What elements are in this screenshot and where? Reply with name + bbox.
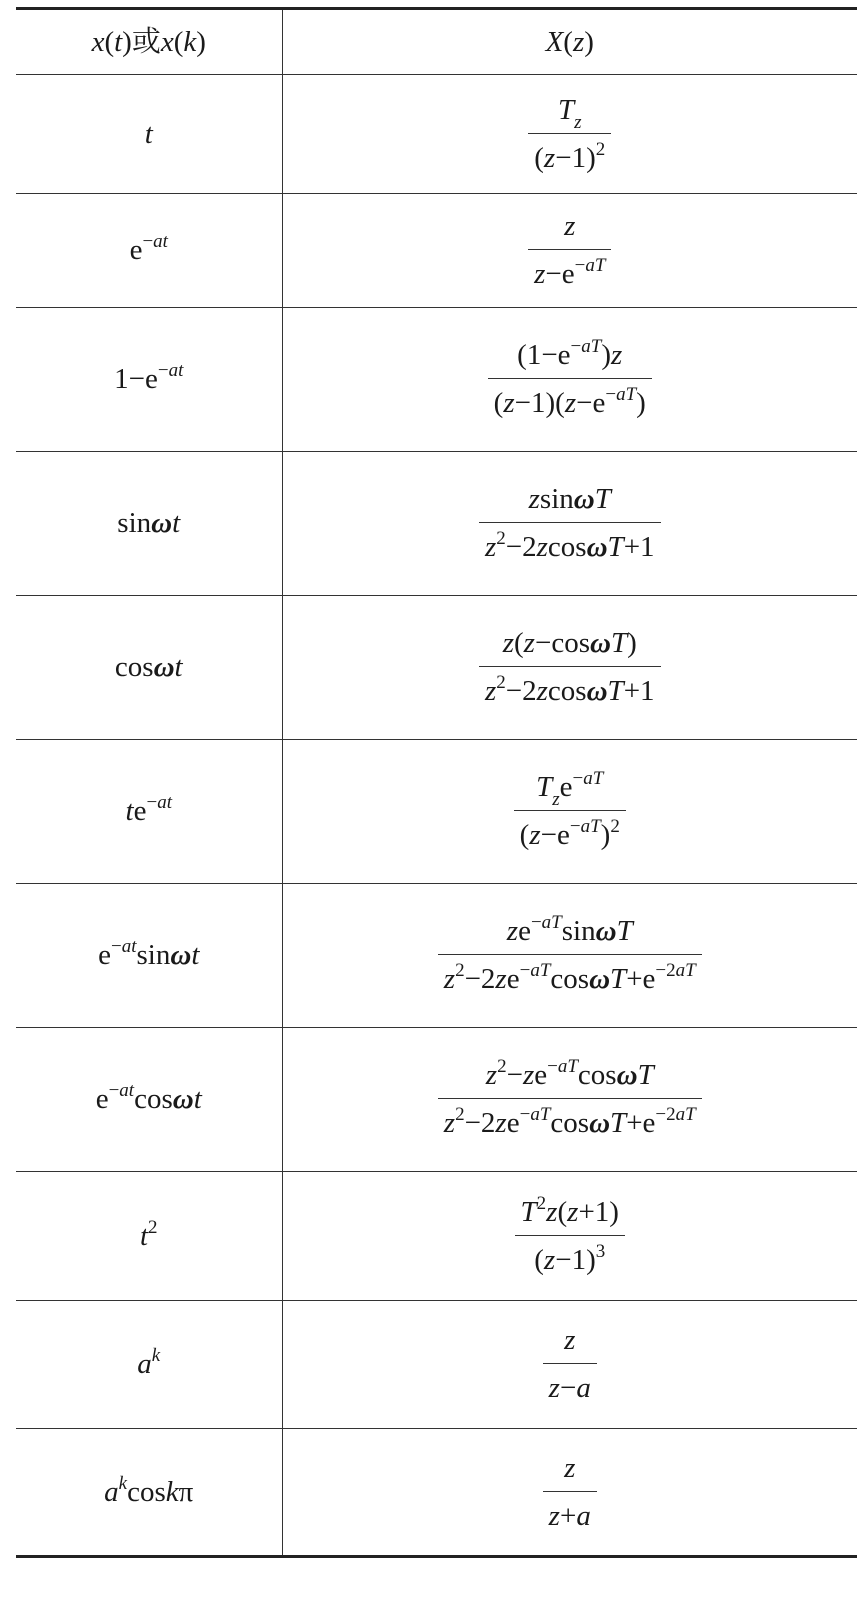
table-row bbox=[16, 596, 857, 740]
denominator: $z^2-2ze^{-aT}\cos\omega T+e^{-2aT}$ bbox=[443, 1104, 696, 1139]
denominator: $(z-1)^3$ bbox=[534, 1240, 606, 1276]
z-transform-fraction bbox=[528, 212, 611, 289]
denominator: $(z-e^{-aT})^2$ bbox=[519, 816, 620, 851]
table-row bbox=[16, 1028, 857, 1172]
numerator: $T^2z(z+1)$ bbox=[515, 1198, 625, 1236]
numerator: $(1-e^{-aT})z$ bbox=[488, 341, 652, 379]
header-z-transform: X(z) bbox=[282, 9, 857, 75]
denominator: $(z-1)(z-e^{-aT})$ bbox=[493, 384, 646, 419]
numerator: $ze^{-aT}\sin\omega T$ bbox=[438, 917, 702, 955]
z-transform-fraction bbox=[438, 912, 702, 995]
table-row bbox=[16, 1172, 857, 1301]
header-row bbox=[16, 9, 857, 75]
denominator: $(z-1)^2$ bbox=[534, 138, 606, 174]
z-transform-table bbox=[16, 7, 857, 1558]
numerator: z bbox=[528, 212, 611, 250]
time-function: cosωt bbox=[16, 596, 282, 740]
denominator: z−a bbox=[548, 1372, 591, 1404]
time-function: $a^k$ bbox=[16, 1301, 282, 1429]
time-function: $te^{-at}$ bbox=[16, 740, 282, 884]
z-transform-fraction bbox=[528, 93, 611, 174]
time-function: $1-e^{-at}$ bbox=[16, 308, 282, 452]
z-transform-fraction bbox=[438, 1056, 702, 1139]
numerator: z bbox=[543, 1326, 597, 1364]
denominator: $z^2-2ze^{-aT}\cos\omega T+e^{-2aT}$ bbox=[443, 960, 696, 995]
z-transform-fraction bbox=[488, 336, 652, 419]
table-row bbox=[16, 452, 857, 596]
denominator: $z^2-2zcos\omega T+1$ bbox=[484, 672, 655, 707]
z-transform-fraction bbox=[543, 1451, 597, 1532]
z-transform-fraction bbox=[514, 768, 626, 851]
z-transform-fraction bbox=[479, 629, 661, 706]
numerator: $z^2-ze^{-aT}\cos\omega T$ bbox=[438, 1061, 702, 1099]
z-transform-fraction bbox=[543, 1326, 597, 1403]
denominator: $z-e^{-aT}$ bbox=[534, 255, 606, 290]
time-function: $a^k\cos k\pi$ bbox=[16, 1429, 282, 1557]
time-function: $e^{-at}$ bbox=[16, 194, 282, 308]
time-function: $e^{-at}\cos\omega t$ bbox=[16, 1028, 282, 1172]
z-transform-fraction bbox=[479, 485, 661, 562]
z-transform-fraction bbox=[515, 1192, 625, 1276]
table-row bbox=[16, 194, 857, 308]
denominator: $z^2-2zcos\omega T+1$ bbox=[484, 528, 655, 563]
time-function: $e^{-at}\sin\omega t$ bbox=[16, 884, 282, 1028]
table-row bbox=[16, 1429, 857, 1557]
table-row bbox=[16, 740, 857, 884]
numerator: $T_z$ bbox=[528, 96, 611, 134]
header-time-function: x(t)或x(k) bbox=[16, 9, 282, 75]
time-function: sinωt bbox=[16, 452, 282, 596]
numerator: zsinωT bbox=[479, 485, 661, 523]
table-row bbox=[16, 884, 857, 1028]
table-row bbox=[16, 75, 857, 194]
table-row bbox=[16, 1301, 857, 1429]
time-function: t bbox=[16, 75, 282, 194]
numerator: $T_ze^{-aT}$ bbox=[514, 773, 626, 811]
denominator: z+a bbox=[548, 1499, 591, 1532]
numerator: z(z−cosωT) bbox=[479, 629, 661, 667]
table-row bbox=[16, 308, 857, 452]
time-function: $t^2$ bbox=[16, 1172, 282, 1301]
numerator: z bbox=[543, 1454, 597, 1492]
